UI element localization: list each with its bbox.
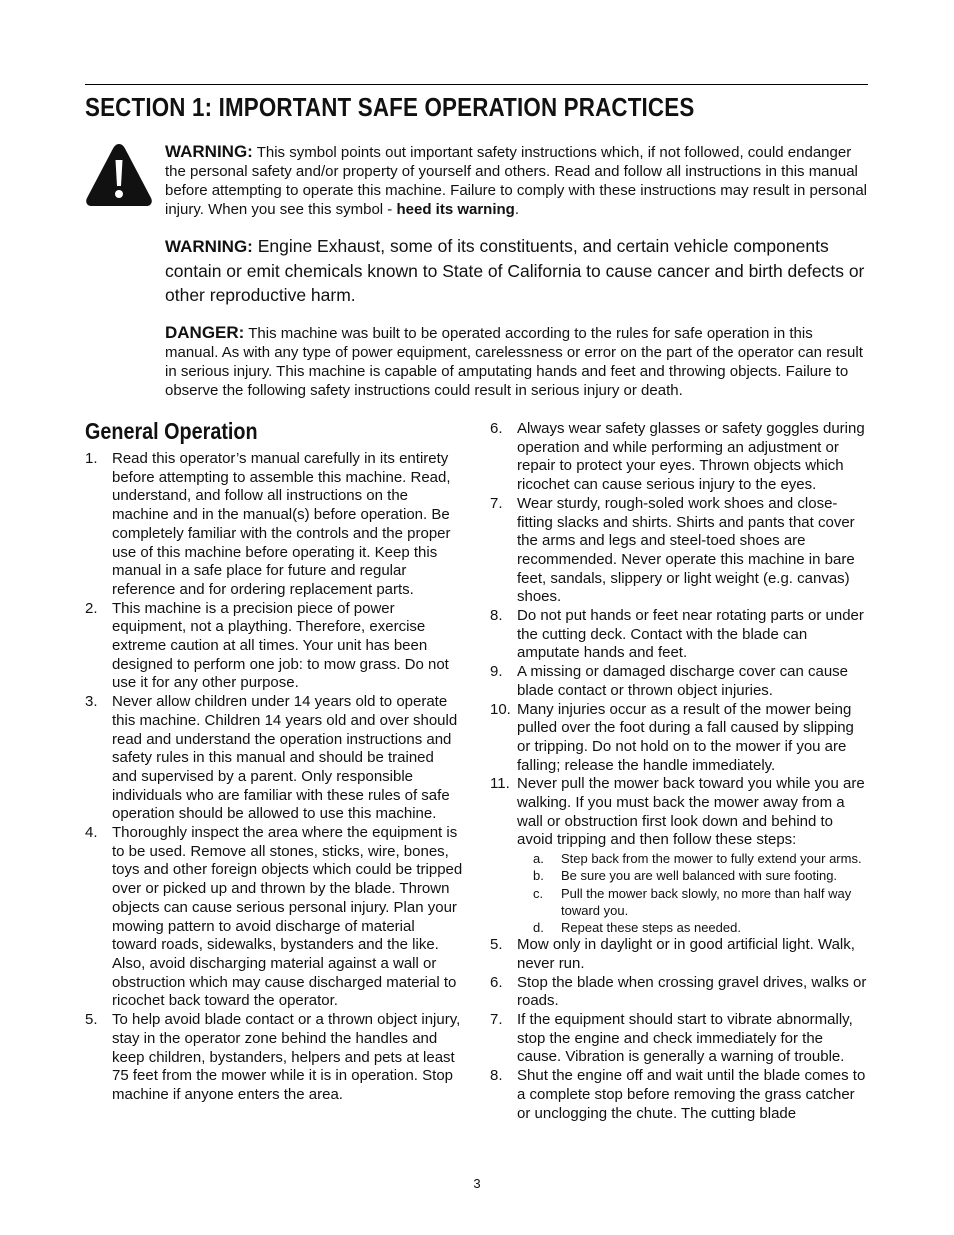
item-text: Never allow children under 14 years old to operate this machine. Children 14 years old and over should read and understand the operation instructions and safety rules in this manual and should be trained and supervised by a parent. Only responsible individuals who are familiar with these rules of safe operation should be allowed to use this machine.: [112, 693, 458, 823]
warning-label: WARNING:: [165, 142, 253, 161]
warning-label: WARNING:: [165, 237, 253, 256]
item-text: Shut the engine off and wait until the blade comes to a complete stop before removing the grass catcher or unclogging the chute. The cutting blade: [517, 1067, 866, 1122]
item-text: Never pull the mower back toward you while you are walking. If you must back the mower away from a wall or obstruction first look down and behind to avoid tripping and then follow these steps:: [517, 775, 865, 849]
list-item: [490, 936, 870, 973]
item-text: Many injuries occur as a result of the mower being pulled over the foot during a fall caused by slipping or tripping. Do not hold on to the mower if you are falling; release the handle immediately.: [517, 700, 854, 774]
danger-notice: [165, 323, 868, 400]
warning-period: .: [514, 201, 520, 218]
right-column-list: [490, 420, 870, 1123]
warning-triangle-icon: [84, 142, 154, 208]
warning-text: This symbol points out important safety instructions which, if not followed, could endanger the personal safety and/or property of yourself and others. Read and follow all instructions in this manual before attempting to operate this machine. Failure to comply with these instructions may result in personal injury. When you see this symbol -: [165, 144, 868, 218]
item-text: Mow only in daylight or in good artificial light. Walk, never run.: [517, 936, 855, 972]
item-number: 5.: [85, 1011, 98, 1029]
item-text: Wear sturdy, rough-soled work shoes and close-fitting slacks and shirts. Shirts and pants that cover the arms and legs and steel-toed shoes are recommended. Never operate this machine in bare feet, sandals, slippery or light weight (e.g. canvas) shoes.: [517, 494, 855, 606]
sub-list-item: [490, 919, 870, 936]
warning-text: Engine Exhaust, some of its constituents, and certain vehicle components contain or emit chemicals known to State of California to cause cancer and birth defects or other reproductive harm.: [165, 236, 865, 305]
item-number: 4.: [85, 824, 98, 842]
list-item: [490, 1011, 870, 1067]
warning-symbol-notice: [165, 142, 868, 219]
list-item: [85, 1011, 463, 1105]
item-number: 10.: [490, 700, 511, 718]
item-number: 5.: [490, 936, 503, 954]
page-number: 3: [473, 1176, 481, 1191]
item-number: 2.: [85, 599, 98, 617]
item-number: 6.: [490, 420, 503, 437]
danger-label: DANGER:: [165, 323, 245, 342]
sub-item-text: Repeat these steps as needed.: [561, 919, 741, 935]
list-item: [490, 663, 870, 700]
sub-list-item: [490, 885, 870, 919]
item-text: Do not put hands or feet near rotating parts or under the cutting deck. Contact with the blade can amputate hands and feet.: [517, 607, 864, 662]
engine-exhaust-warning: [165, 234, 868, 307]
item-number: 6.: [490, 973, 503, 991]
item-text: Thoroughly inspect the area where the equipment is to be used. Remove all stones, sticks, wire, bones, toys and other foreign objects which could be tripped over or picked up and thrown by the blade. Thrown objects can cause serious personal injury. Plan your mowing pattern to avoid discharge of material toward roads, sidewalks, bystanders and the like. Also, avoid discharging material against a wall or obstruction which may cause discharged material to ricochet back toward the operator.: [112, 824, 463, 1010]
list-item: [490, 495, 870, 607]
left-column-list: [85, 450, 463, 1105]
item-number: 7.: [490, 494, 503, 512]
sub-item-letter: b.: [533, 868, 544, 884]
item-text: A missing or damaged discharge cover can cause blade contact or thrown object injuries.: [517, 663, 849, 699]
header-rule: [85, 84, 868, 85]
sub-list-item: [490, 850, 870, 867]
item-number: 1.: [85, 450, 98, 467]
sub-item-text: Step back from the mower to fully extend your arms.: [561, 851, 862, 867]
item-number: 9.: [490, 663, 503, 681]
sub-item-letter: c.: [533, 885, 544, 901]
item-text: This machine is a precision piece of power equipment, not a plaything. Therefore, exercise extreme caution at all times. Your unit has been designed to perform one job: to mow grass. Do not use it for any other purpose.: [112, 599, 449, 692]
item-text: If the equipment should start to vibrate abnormally, stop the engine and check immediately for the cause. Vibration is generally a warning of trouble.: [517, 1011, 853, 1066]
item-text: Read this operator’s manual carefully in its entirety before attempting to assemble this machine. Read, understand, and follow all instructions on the machine and in the manual(s) before operation. Be completely familiar with the controls and the proper use of this machine before operating it. Keep this manual in a safe place for future and regular reference and for ordering replacement parts.: [112, 450, 451, 598]
sub-item-text: Pull the mower back slowly, no more than half way toward you.: [561, 885, 852, 918]
list-item: [490, 1067, 870, 1123]
sub-item-letter: d.: [533, 919, 544, 935]
item-text: Stop the blade when crossing gravel drives, walks or roads.: [517, 973, 867, 1010]
list-item: [85, 824, 463, 1011]
section-title: SECTION 1: IMPORTANT SAFE OPERATION PRACTICES: [85, 92, 695, 122]
list-item: [85, 450, 463, 600]
danger-text: This machine was built to be operated according to the rules for safe operation in this manual. As with any type of power equipment, carelessness or error on the part of the operator can result in serious injury. This machine is capable of amputating hands and feet and throwing objects. Failure to observe the following safety instructions could result in serious injury or death.: [165, 325, 863, 399]
item-text: Always wear safety glasses or safety goggles during operation and while performing an adjustment or repair to protect your eyes. Thrown objects which ricochet can cause serious injury to the eyes.: [517, 420, 865, 494]
item-number: 8.: [490, 1067, 503, 1085]
list-item: [490, 607, 870, 663]
list-item: [85, 693, 463, 824]
list-item: [490, 420, 870, 495]
warning-emphasis: heed its warning: [396, 201, 515, 218]
sub-list-item: [490, 867, 870, 884]
item-number: 11.: [490, 775, 510, 793]
list-item: [490, 701, 870, 776]
general-operation-heading: General Operation: [85, 418, 258, 444]
list-item: [490, 775, 870, 850]
item-number: 7.: [490, 1011, 503, 1028]
list-item: [490, 974, 870, 1011]
item-number: 8.: [490, 607, 503, 625]
item-number: 3.: [85, 693, 98, 711]
list-item: [85, 600, 463, 694]
sub-item-text: Be sure you are well balanced with sure footing.: [561, 868, 838, 884]
item-text: To help avoid blade contact or a thrown object injury, stay in the operator zone behind the handles and keep children, bystanders, helpers and pets at least 75 feet from the mower while it is in operation. Stop machine if anyone enters the area.: [112, 1011, 461, 1103]
sub-item-letter: a.: [533, 851, 544, 867]
